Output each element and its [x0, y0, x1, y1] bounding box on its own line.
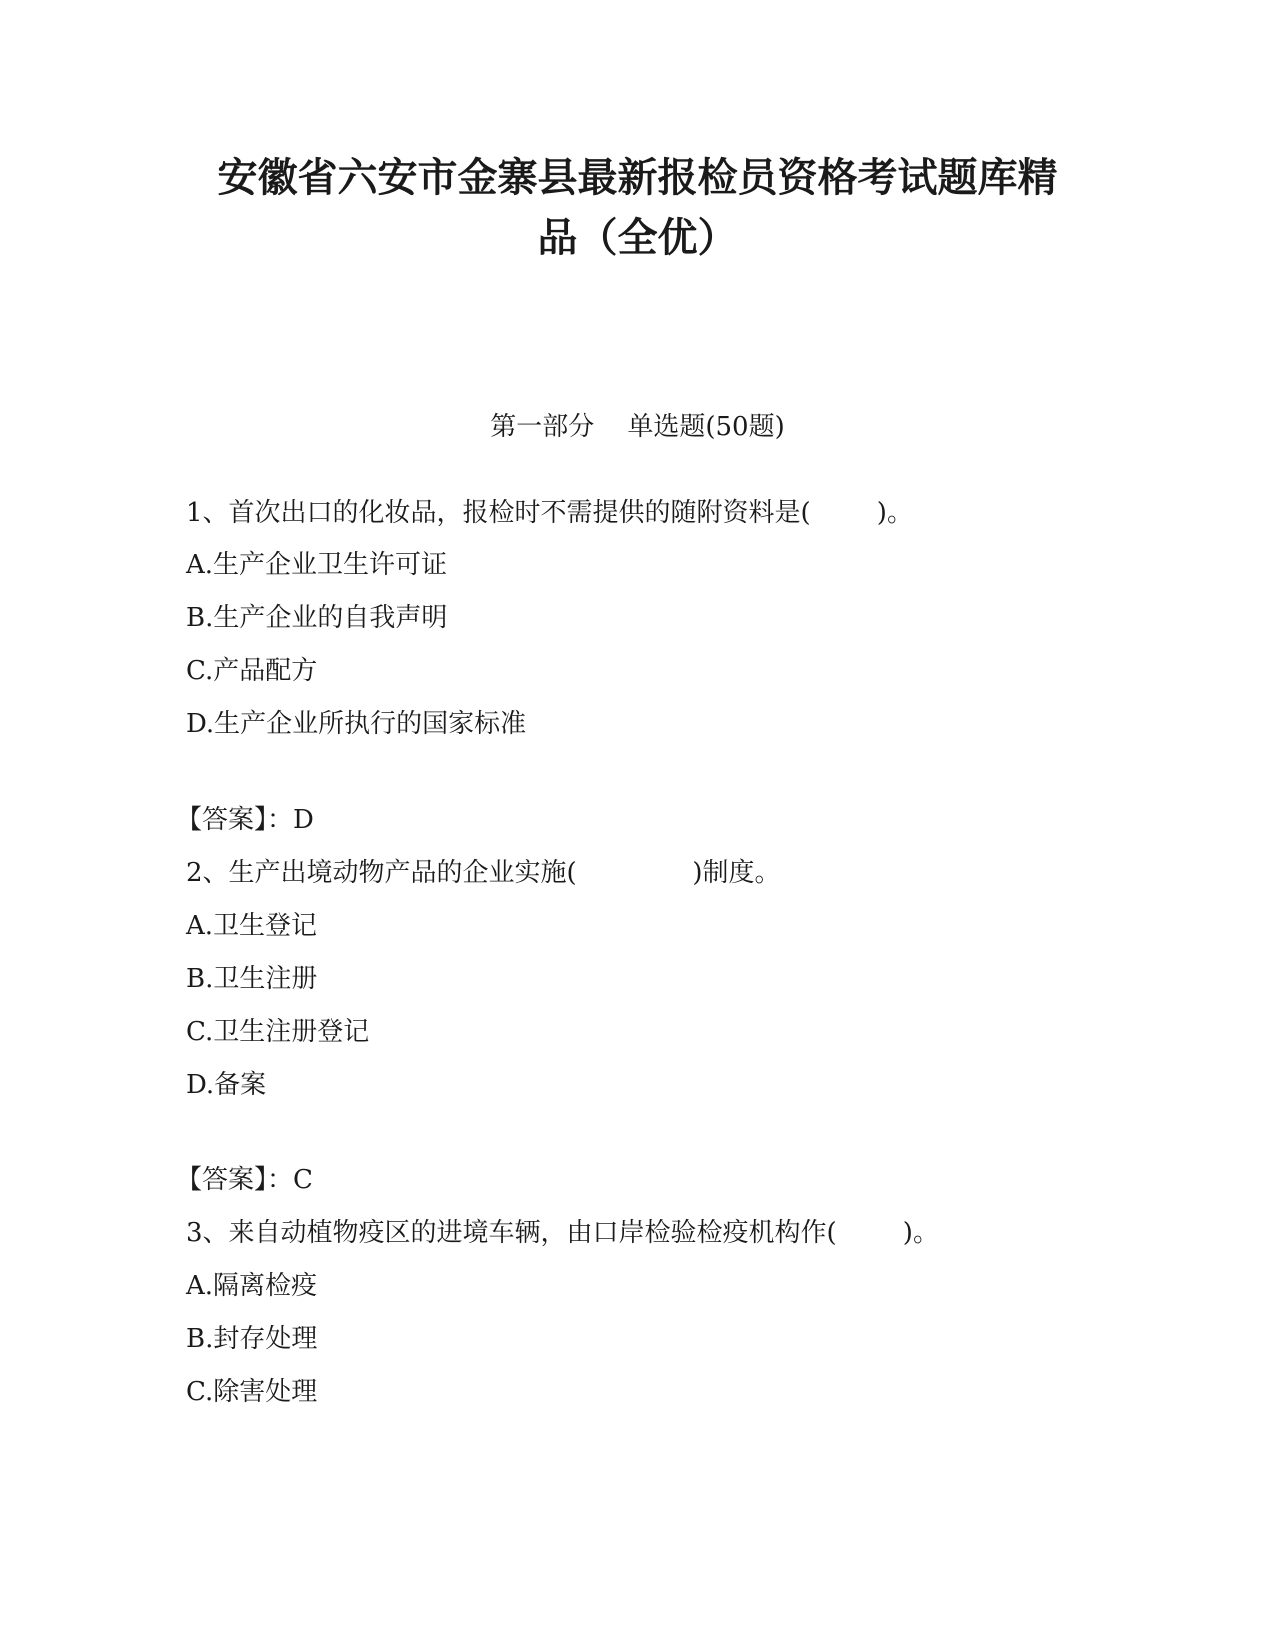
- question-1-option-c: C.产品配方: [186, 656, 318, 686]
- question-2-option-d: D.备案: [186, 1070, 267, 1100]
- title-line-2: 品（全优）: [537, 215, 738, 261]
- question-1-option-a: A.生产企业卫生许可证: [186, 550, 448, 580]
- question-3-option-a: A.隔离检疫: [186, 1271, 318, 1301]
- question-2-option-b: B.卫生注册: [186, 964, 318, 994]
- question-1-option-d: D.生产企业所执行的国家标准: [186, 709, 527, 739]
- question-3-option-c: C.除害处理: [186, 1377, 318, 1407]
- question-2-answer: 【答案】：C: [176, 1165, 313, 1195]
- section-heading: 第一部分 单选题(50题): [490, 412, 785, 442]
- question-2-option-c: C.卫生注册登记: [186, 1017, 370, 1047]
- question-3-option-b: B.封存处理: [186, 1324, 318, 1354]
- title-line-1: 安徽省六安市金寨县最新报检员资格考试题库精: [217, 155, 1058, 201]
- document-title: [160, 148, 1115, 268]
- question-1-answer: 【答案】：D: [176, 805, 314, 835]
- question-2-option-a: A.卫生登记: [186, 911, 318, 941]
- question-2-stem: 2、生产出境动物产品的企业实施( )制度。: [186, 858, 781, 888]
- question-1-stem: 1、首次出口的化妆品，报检时不需提供的随附资料是( )。: [186, 498, 913, 528]
- question-1-option-b: B.生产企业的自我声明: [186, 603, 448, 633]
- question-3-stem: 3、来自动植物疫区的进境车辆，由口岸检验检疫机构作( )。: [186, 1218, 939, 1248]
